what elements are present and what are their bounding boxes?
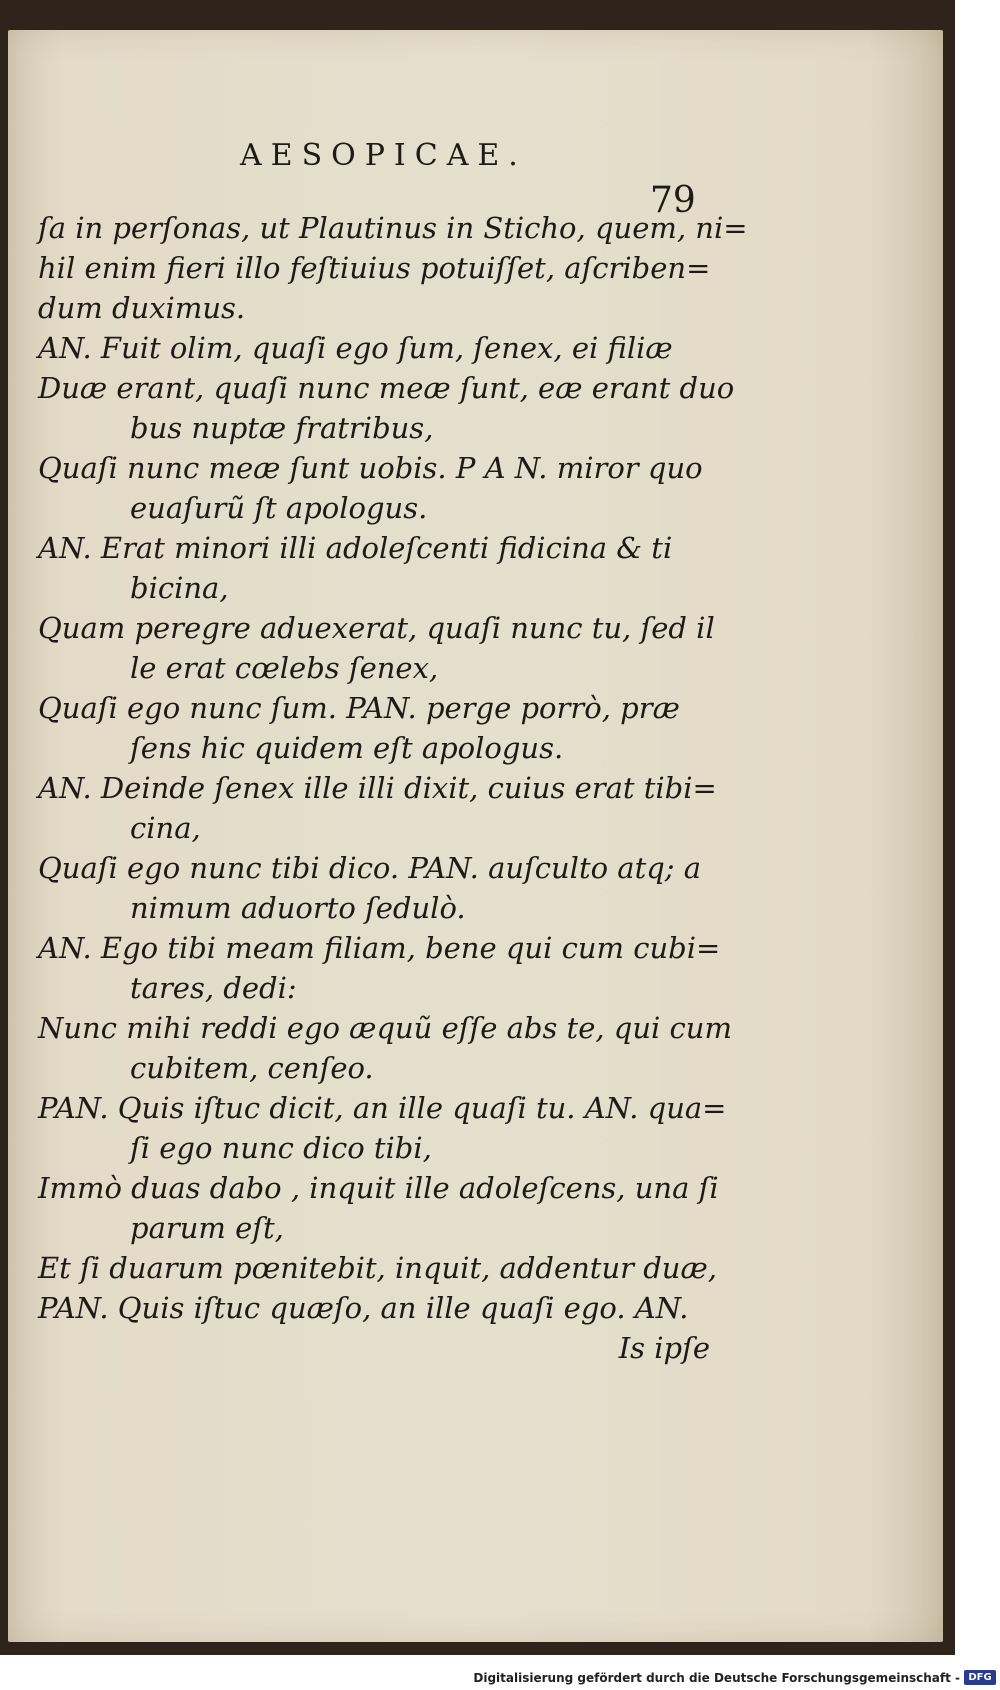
catchword: Is ipſe — [618, 1331, 710, 1365]
text-line: Immò duas dabo , inquit ille adoleſcens, una ſi — [38, 1171, 719, 1205]
text-line: le erat cœlebs ſenex, — [130, 651, 439, 685]
text-line: Quaſi ego nunc tibi dico. PAN. auſculto atq; a — [38, 851, 702, 885]
book-page — [8, 30, 943, 1642]
text-line: bus nuptæ fratribus, — [130, 411, 434, 445]
text-line: Et ſi duarum pœnitebit, inquit, addentur duæ, — [38, 1251, 717, 1285]
text-line: ſa in perſonas, ut Plautinus in Sticho, quem, ni= — [38, 211, 748, 245]
text-line: tares, dedi: — [130, 971, 297, 1005]
footer-bar — [0, 1668, 1000, 1690]
text-line: bicina, — [130, 571, 229, 605]
text-line: AN. Erat minori illi adoleſcenti fidicina & ti — [38, 531, 673, 565]
text-line: PAN. Quis iſtuc quæſo, an ille quaſi ego. AN. — [38, 1291, 689, 1325]
text-line: Duæ erant, quaſi nunc meæ ſunt, eæ erant duo — [38, 371, 735, 405]
running-header: AESOPICAE. — [240, 138, 527, 173]
page-number: 79 — [650, 180, 696, 221]
text-line: Quaſi ego nunc ſum. PAN. perge porrò, præ — [38, 691, 680, 725]
text-line: euaſurũ ſt apologus. — [130, 491, 428, 525]
text-line: Quam peregre aduexerat, quaſi nunc tu, ſed il — [38, 611, 715, 645]
text-line: dum duximus. — [38, 291, 246, 325]
text-line: hil enim fieri illo feſtiuius potuiſſet, aſcriben= — [38, 251, 711, 285]
dfg-logo-icon: DFG — [964, 1670, 996, 1685]
body-text — [38, 208, 748, 1368]
text-line: ſi ego nunc dico tibi, — [130, 1131, 432, 1165]
text-line: cina, — [130, 811, 201, 845]
text-line: cubitem, cenſeo. — [130, 1051, 374, 1085]
text-line: Nunc mihi reddi ego æquũ eſſe abs te, qui cum — [38, 1011, 732, 1045]
text-line: AN. Ego tibi meam filiam, bene qui cum cubi= — [38, 931, 721, 965]
text-line: ſens hic quidem eſt apologus. — [130, 731, 564, 765]
text-line: AN. Deinde ſenex ille illi dixit, cuius erat tibi= — [38, 771, 717, 805]
funding-credit: Digitalisierung gefördert durch die Deutsche Forschungsgemeinschaft - — [473, 1671, 960, 1685]
text-line: parum eſt, — [130, 1211, 284, 1245]
text-line: Quaſi nunc meæ ſunt uobis. P A N. miror quo — [38, 451, 703, 485]
text-line: nimum aduorto ſedulò. — [130, 891, 466, 925]
text-line: AN. Fuit olim, quaſi ego ſum, ſenex, ei filiæ — [38, 331, 673, 365]
text-line: PAN. Quis iſtuc dicit, an ille quaſi tu. AN. qua= — [38, 1091, 727, 1125]
